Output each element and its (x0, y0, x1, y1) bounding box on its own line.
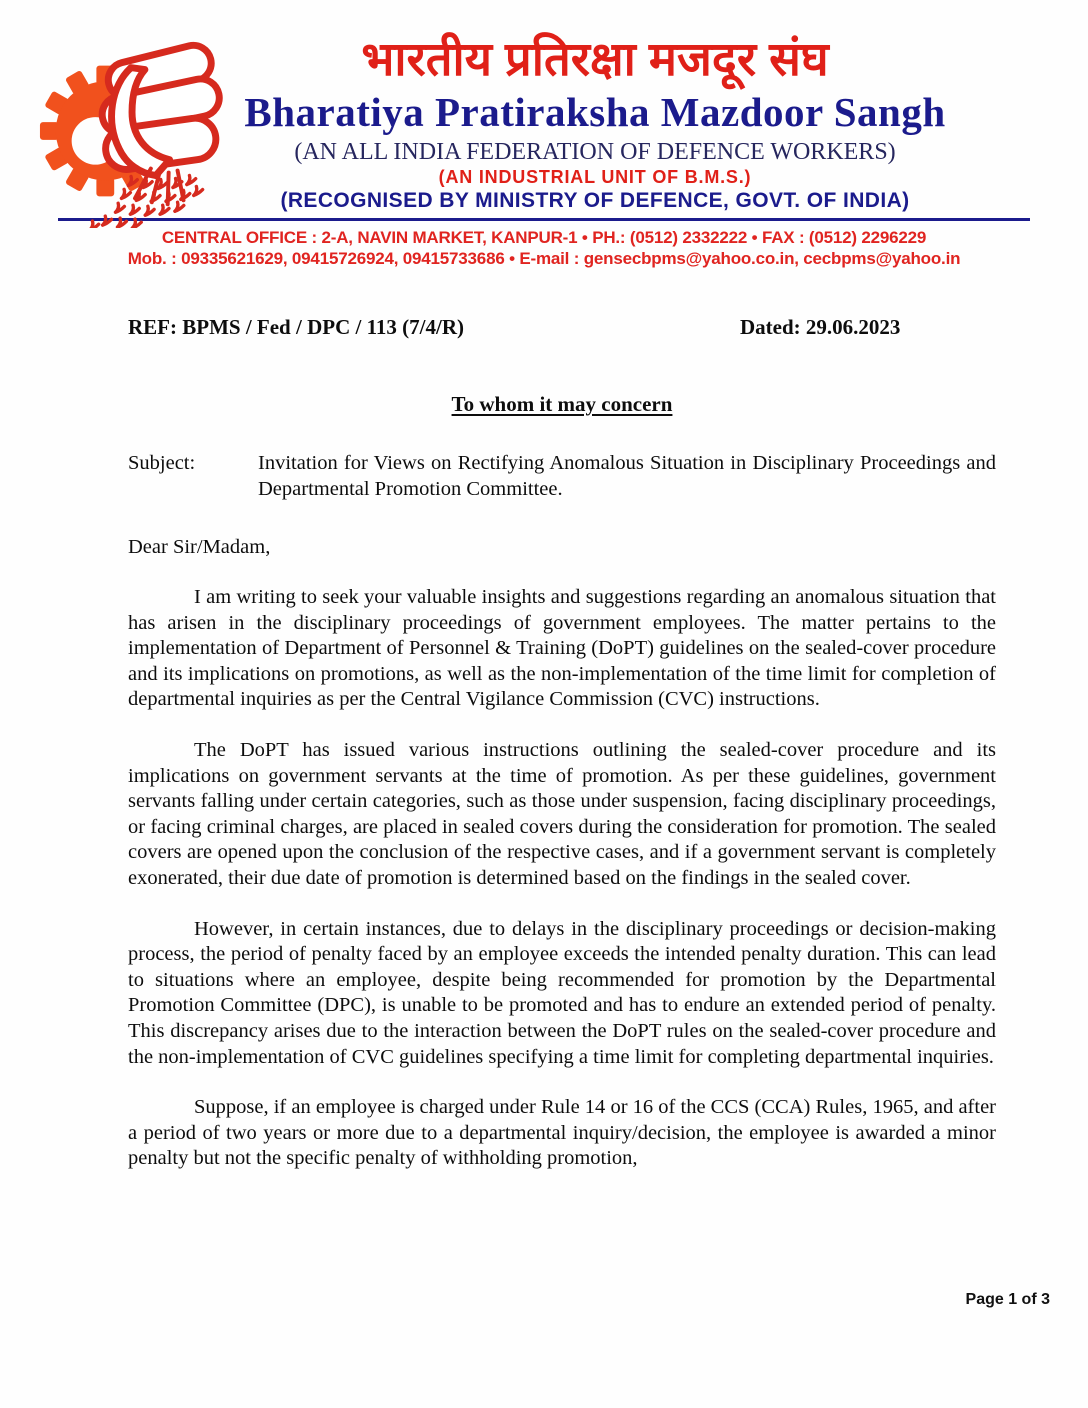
contact-line-mobile-email: Mob. : 09335621629, 09415726924, 09415733686 • E-mail : gensecbpms@yahoo.co.in, cecbpms@yahoo.in (127, 249, 961, 268)
letterhead (0, 0, 1088, 269)
body-paragraph-2: The DoPT has issued various instructions outlining the sealed-cover procedure and its implications on government servants at the time of promotion. As per these guidelines, government servants falling under certain categories, such as those under suspension, facing disciplinary proceedings, or facing criminal charges, are placed in sealed covers during the consideration for promotion. The sealed covers are opened upon the conclusion of the respective cases, and if a government servant is completely exonerated, their due date of promotion is determined based on the findings in the sealed cover. (128, 738, 996, 889)
letter-body (128, 315, 996, 1172)
tagline-bms: (AN INDUSTRIAL UNIT OF B.M.S.) (438, 167, 752, 187)
body-paragraph-4: Suppose, if an employee is charged under Rule 14 or 16 of the CCS (CCA) Rules, 1965, and after a period of two years or more due to a departmental inquiry/decision, the employee is awarded a minor penalty but not the specific penalty of withholding promotion, (128, 1096, 996, 1170)
org-name-hindi: भारतीय प्रतिरक्षा मजदूर संघ (361, 32, 829, 85)
subject-label: Subject: (128, 452, 196, 474)
tagline-federation: (AN ALL INDIA FEDERATION OF DEFENCE WORKERS) (294, 139, 896, 165)
page-indicator: Page 1 of 3 (965, 1291, 1050, 1308)
subject-text: Invitation for Views on Rectifying Anomalous Situation in Disciplinary Proceedings and Departmental Promotion Committee. (258, 452, 996, 500)
body-paragraph-3: However, in certain instances, due to delays in the disciplinary proceedings or decision-making process, the period of penalty faced by an employee exceeds the intended penalty duration. This can lead to situations where an employee, despite being recommended for promotion by the Departmental Promotion Committee (DPC), is unable to be promoted and has to endure an extended period of penalty. This discrepancy arises due to the interaction between the DoPT rules on the sealed-cover procedure and the non-implementation of CVC guidelines specifying a time limit for completing departmental inquiries. (128, 917, 996, 1068)
bpms-logo-icon (36, 30, 234, 228)
reference-number: REF: BPMS / Fed / DPC / 113 (7/4/R) (128, 315, 464, 339)
reference-row (128, 315, 996, 340)
address-line (128, 392, 996, 417)
letterhead-text (195, 30, 995, 213)
fist-icon (99, 42, 223, 176)
contact-line-office: CENTRAL OFFICE : 2-A, NAVIN MARKET, KANPUR-1 • PH.: (0512) 2332222 • FAX : (0512) 2296229 (161, 228, 927, 247)
address-line-text: To whom it may concern (451, 392, 673, 416)
body-paragraph-1: I am writing to seek your valuable insights and suggestions regarding an anomalous situation that has arisen in the disciplinary proceedings of government employees. The matter pertains to the implementation of Department of Personnel & Training (DoPT) guidelines on the sealed-cover procedure and its implications on promotions, as well as the non-implementation of the time limit for completion of departmental inquiries as per the Central Vigilance Commission (CVC) instructions. (128, 586, 996, 711)
subject-row (128, 450, 996, 502)
greeting: Dear Sir/Madam, (128, 536, 271, 558)
tagline-recognised: (RECOGNISED BY MINISTRY OF DEFENCE, GOVT. OF INDIA) (280, 189, 910, 212)
letter-date: Dated: 29.06.2023 (740, 315, 901, 339)
org-name-english: Bharatiya Pratiraksha Mazdoor Sangh (244, 89, 946, 135)
